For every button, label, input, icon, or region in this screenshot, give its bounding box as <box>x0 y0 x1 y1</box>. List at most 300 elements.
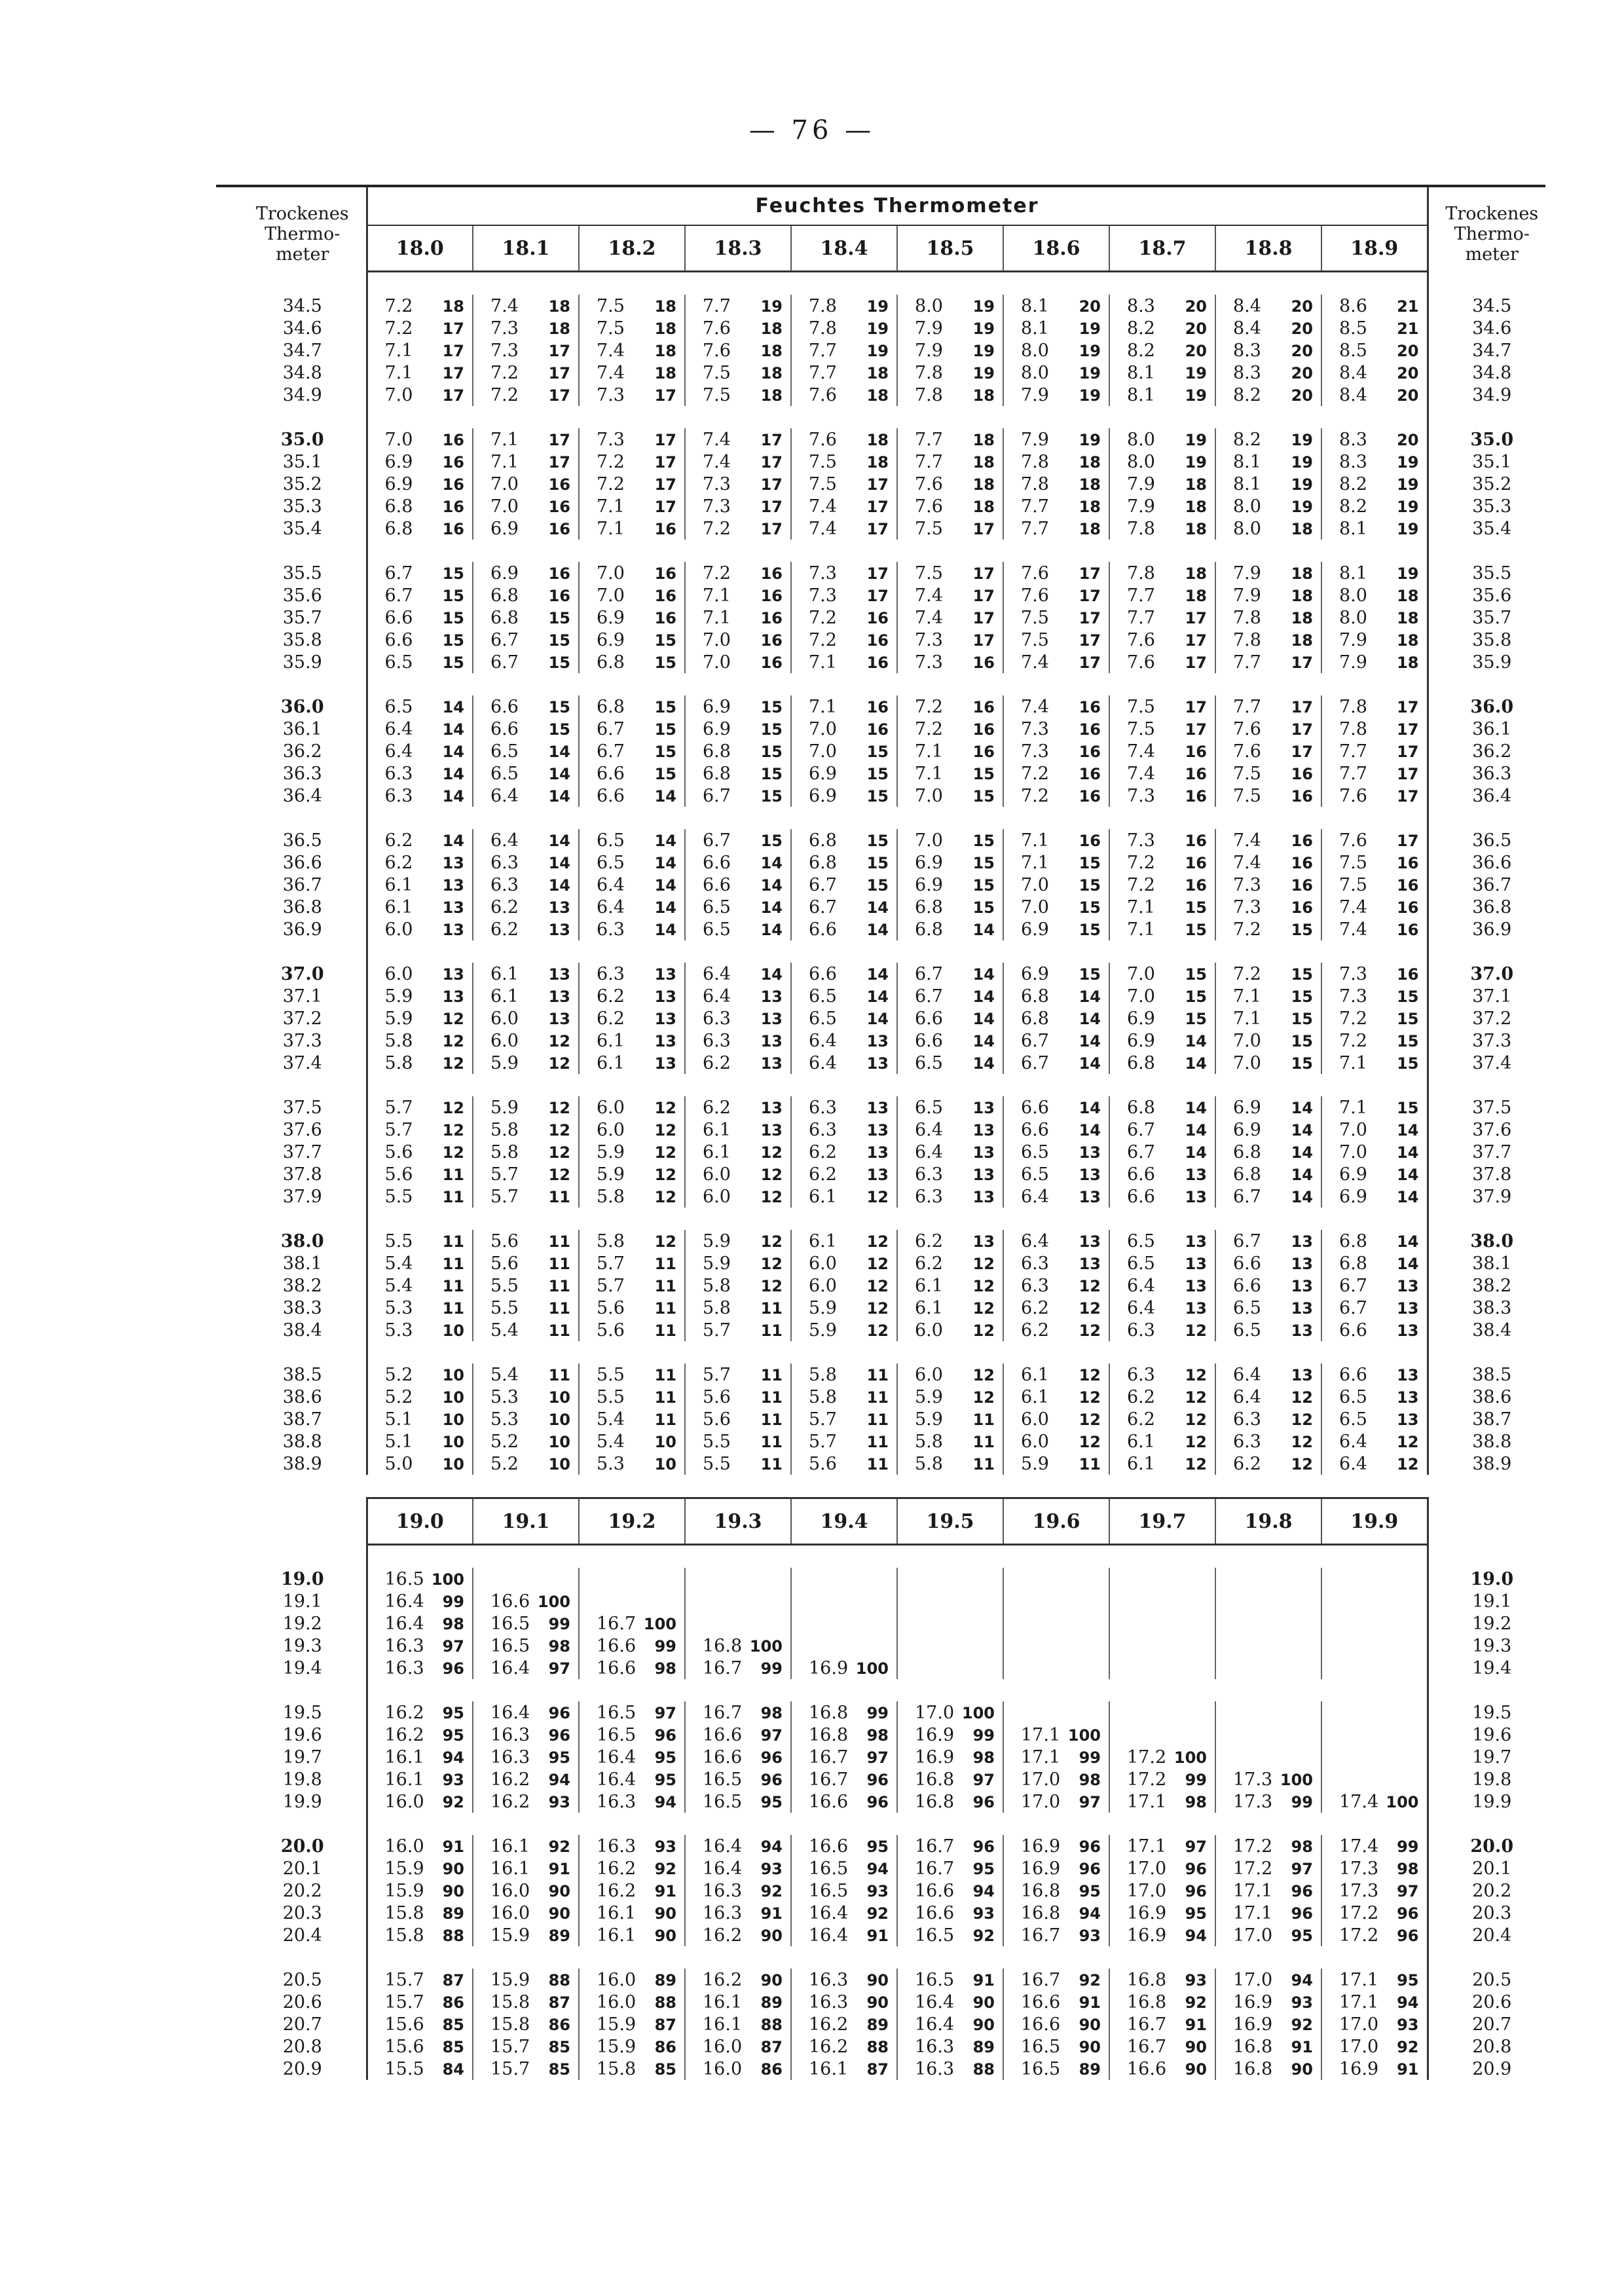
relative-humidity-value: 90 <box>866 1993 889 2012</box>
table-cell <box>897 985 1003 1007</box>
cell-pair <box>473 1747 578 1768</box>
relative-humidity-value: 16 <box>760 631 783 650</box>
vapor-pressure-value: 6.7 <box>703 830 731 851</box>
relative-humidity-value: 98 <box>654 1659 676 1678</box>
vapor-pressure-value: 7.3 <box>915 652 943 673</box>
table-cell <box>367 1363 473 1386</box>
dry-temp-right: 36.6 <box>1428 851 1555 874</box>
cell-pair <box>1004 1009 1109 1029</box>
table-cell <box>579 785 685 807</box>
cell-pair <box>1216 1164 1321 1185</box>
cell-pair <box>368 1098 473 1118</box>
vapor-pressure-value: 17.0 <box>915 1702 955 1723</box>
relative-humidity-value: 97 <box>972 1770 995 1789</box>
dry-temp-right: 37.1 <box>1428 985 1555 1007</box>
relative-humidity-value: 15 <box>1291 965 1313 984</box>
table-cell <box>1003 495 1109 517</box>
table-cell <box>1003 517 1109 540</box>
table-cell <box>579 1635 685 1657</box>
table-cell <box>1003 295 1109 317</box>
cell-pair <box>686 474 790 494</box>
table-row <box>239 985 1555 1007</box>
vapor-pressure-value: 16.6 <box>809 1791 849 1812</box>
table-cell <box>685 1230 791 1252</box>
vapor-pressure-value: 6.4 <box>1233 1364 1261 1385</box>
table-row <box>239 1163 1555 1185</box>
table-cell <box>473 1029 579 1052</box>
table-cell <box>367 695 473 718</box>
relative-humidity-value: 16 <box>1397 920 1419 939</box>
relative-humidity-value: 17 <box>760 475 783 494</box>
cell-pair <box>580 1298 684 1318</box>
vapor-pressure-value: 5.5 <box>703 1453 731 1474</box>
relative-humidity-value: 86 <box>654 2037 676 2056</box>
table-row <box>239 1879 1555 1902</box>
dry-temp-right: 38.4 <box>1428 1319 1555 1341</box>
cell-pair <box>368 1591 473 1612</box>
cell-pair <box>473 1298 578 1318</box>
relative-humidity-value: 16 <box>1185 831 1207 850</box>
cell-pair <box>686 1792 790 1812</box>
table-cell <box>685 1590 791 1612</box>
cell-pair <box>1004 1187 1109 1207</box>
vapor-pressure-value: 16.4 <box>703 1836 743 1857</box>
cell-pair <box>1322 608 1427 628</box>
table-cell <box>1321 562 1428 584</box>
relative-humidity-value: 12 <box>760 1165 783 1184</box>
vapor-pressure-value: 5.3 <box>384 1320 413 1341</box>
relative-humidity-value: 17 <box>760 497 783 516</box>
relative-humidity-value: 13 <box>654 1054 676 1073</box>
relative-humidity-value: 12 <box>972 1365 995 1384</box>
vapor-pressure-value: 7.5 <box>1339 852 1367 873</box>
relative-humidity-value: 18 <box>1291 608 1313 627</box>
relative-humidity-value: 19 <box>1185 430 1207 449</box>
vapor-pressure-value: 17.1 <box>1339 1991 1379 2012</box>
relative-humidity-value: 13 <box>442 853 464 872</box>
cell-pair <box>473 1009 578 1029</box>
cell-pair <box>1216 1253 1321 1274</box>
relative-humidity-value: 14 <box>1079 1009 1101 1028</box>
gap-cell <box>1215 272 1321 295</box>
table-cell <box>791 1185 897 1208</box>
vapor-pressure-value: 6.9 <box>809 785 837 806</box>
relative-humidity-value: 15 <box>866 742 889 761</box>
vapor-pressure-value: 6.7 <box>809 874 837 895</box>
relative-humidity-value: 12 <box>654 1165 676 1184</box>
gap-cell <box>367 406 473 428</box>
cell-pair <box>686 1658 790 1678</box>
table-cell <box>367 1141 473 1163</box>
vapor-pressure-value: 16.7 <box>915 1858 955 1879</box>
table-cell <box>1215 1274 1321 1297</box>
table-cell <box>897 1590 1003 1612</box>
table-cell <box>897 1453 1003 1475</box>
table-cell <box>1215 1746 1321 1768</box>
relative-humidity-value: 15 <box>972 787 995 805</box>
vapor-pressure-value: 6.6 <box>597 763 625 784</box>
table-cell <box>685 1969 791 1991</box>
cell-pair <box>1216 496 1321 517</box>
vapor-pressure-value: 6.3 <box>703 1008 731 1029</box>
vapor-pressure-value: 16.8 <box>1233 2036 1273 2057</box>
vapor-pressure-value: 5.9 <box>809 1297 837 1318</box>
cell-pair <box>368 919 473 940</box>
vapor-pressure-value: 17.0 <box>1127 1880 1167 1901</box>
vapor-pressure-value: 7.6 <box>915 496 943 517</box>
cell-pair <box>1216 1925 1321 1946</box>
vapor-pressure-value: 7.3 <box>1127 830 1155 851</box>
table-cell <box>473 1119 579 1141</box>
vapor-pressure-value: 6.6 <box>490 718 519 739</box>
table-cell <box>1321 1408 1428 1430</box>
table-cell <box>791 896 897 918</box>
table-cell <box>473 1052 579 1074</box>
table-cell <box>1003 2013 1109 2035</box>
table-cell <box>1003 1230 1109 1252</box>
relative-humidity-value: 90 <box>442 1881 464 1900</box>
wet-column-header: 19.2 <box>579 1498 685 1545</box>
table-cell <box>473 2013 579 2035</box>
relative-humidity-value: 95 <box>1397 1971 1419 1990</box>
gap-cell <box>1321 1074 1428 1096</box>
vapor-pressure-value: 16.7 <box>703 1702 743 1723</box>
vapor-pressure-value: 16.6 <box>1021 2014 1061 2035</box>
vapor-pressure-value: 6.9 <box>490 563 519 583</box>
table-cell <box>897 1790 1003 1813</box>
gap-cell <box>1003 1545 1109 1568</box>
relative-humidity-value: 18 <box>1291 519 1313 538</box>
table-cell <box>1321 762 1428 785</box>
cell-pair <box>1110 452 1215 472</box>
cell-pair <box>1216 318 1321 339</box>
table-cell <box>1109 1230 1215 1252</box>
cell-pair <box>686 1409 790 1430</box>
cell-pair <box>473 496 578 517</box>
relative-humidity-value: 20 <box>1291 341 1313 360</box>
vapor-pressure-value: 7.7 <box>1233 696 1261 717</box>
dry-temp-left: 37.3 <box>239 1029 367 1052</box>
gap-cell <box>1215 406 1321 428</box>
cell-pair <box>686 1836 790 1857</box>
vapor-pressure-value: 7.2 <box>1339 1008 1367 1029</box>
table-cell <box>367 1879 473 1902</box>
table-cell <box>367 1453 473 1475</box>
cell-pair <box>792 919 896 940</box>
relative-humidity-value: 93 <box>972 1904 995 1923</box>
vapor-pressure-value: 6.8 <box>809 830 837 851</box>
cell-pair <box>580 786 684 806</box>
relative-humidity-value: 15 <box>548 720 570 739</box>
table-cell <box>685 1746 791 1768</box>
vapor-pressure-value: 16.9 <box>1021 1858 1061 1879</box>
relative-humidity-value: 95 <box>972 1859 995 1878</box>
table-cell <box>579 451 685 473</box>
table-row <box>239 1790 1555 1813</box>
vapor-pressure-value: 6.9 <box>703 718 731 739</box>
relative-humidity-value: 19 <box>866 319 889 338</box>
relative-humidity-value: 14 <box>654 787 676 805</box>
table-cell <box>579 1612 685 1635</box>
vapor-pressure-value: 17.2 <box>1339 1902 1379 1923</box>
relative-humidity-value: 86 <box>760 2060 783 2079</box>
relative-humidity-value: 95 <box>548 1748 570 1767</box>
cell-pair <box>1110 519 1215 539</box>
relative-humidity-value: 14 <box>1291 1165 1313 1184</box>
wet-column-header: 19.6 <box>1003 1498 1109 1545</box>
relative-humidity-value: 17 <box>1079 608 1101 627</box>
vapor-pressure-value: 8.0 <box>1021 362 1049 383</box>
vapor-pressure-value: 6.7 <box>384 585 413 606</box>
cell-pair <box>1322 430 1427 450</box>
relative-humidity-value: 14 <box>972 1031 995 1050</box>
relative-humidity-value: 13 <box>972 1165 995 1184</box>
table-cell <box>791 384 897 406</box>
vapor-pressure-value: 16.6 <box>915 1880 955 1901</box>
relative-humidity-value: 16 <box>866 608 889 627</box>
table-cell <box>1109 1252 1215 1274</box>
cell-pair <box>1216 1320 1321 1341</box>
dry-temp-right: 35.7 <box>1428 606 1555 629</box>
relative-humidity-value: 11 <box>442 1165 464 1184</box>
cell-pair <box>1110 1992 1215 2012</box>
table-cell <box>897 896 1003 918</box>
relative-humidity-value: 16 <box>442 430 464 449</box>
relative-humidity-value: 88 <box>548 1971 570 1990</box>
relative-humidity-value: 16 <box>866 697 889 716</box>
vapor-pressure-value: 16.7 <box>915 1836 955 1857</box>
cell-pair <box>792 452 896 472</box>
table-cell <box>791 1386 897 1408</box>
cell-pair <box>686 608 790 628</box>
cell-pair <box>473 318 578 339</box>
table-cell <box>791 1319 897 1341</box>
table-cell <box>1321 1590 1428 1612</box>
vapor-pressure-value: 7.7 <box>1021 496 1049 517</box>
relative-humidity-value: 16 <box>1185 853 1207 872</box>
cell-pair <box>1216 1409 1321 1430</box>
table-cell <box>1321 896 1428 918</box>
table-cell <box>473 384 579 406</box>
relative-humidity-value: 94 <box>1291 1971 1313 1990</box>
dry-temp-right: 19.6 <box>1428 1724 1555 1746</box>
table-cell <box>897 1568 1003 1590</box>
relative-humidity-value: 15 <box>1291 987 1313 1006</box>
relative-humidity-value: 12 <box>1185 1321 1207 1340</box>
table-cell <box>897 317 1003 339</box>
cell-pair <box>1004 652 1109 673</box>
table-cell <box>579 896 685 918</box>
dry-temp-right: 36.1 <box>1428 718 1555 740</box>
table-cell <box>1215 1902 1321 1924</box>
relative-humidity-value: 99 <box>972 1726 995 1745</box>
table-cell <box>1003 1319 1109 1341</box>
relative-humidity-value: 12 <box>972 1254 995 1273</box>
relative-humidity-value: 15 <box>972 898 995 917</box>
vapor-pressure-value: 7.3 <box>1339 963 1367 984</box>
table-cell <box>473 1274 579 1297</box>
table-row <box>239 361 1555 384</box>
table-cell <box>1215 1612 1321 1635</box>
vapor-pressure-value: 8.1 <box>1021 295 1049 316</box>
gap-cell <box>1003 1074 1109 1096</box>
relative-humidity-value: 15 <box>866 831 889 850</box>
relative-humidity-value: 85 <box>654 2060 676 2079</box>
table-cell <box>473 629 579 651</box>
table-cell <box>1109 1119 1215 1141</box>
dry-temp-left: 34.7 <box>239 339 367 361</box>
cell-pair <box>898 1142 1003 1162</box>
table-row <box>239 1568 1555 1590</box>
cell-pair <box>686 697 790 717</box>
vapor-pressure-value: 6.3 <box>490 852 519 873</box>
table-cell <box>473 1991 579 2013</box>
cell-pair <box>1004 1903 1109 1923</box>
cell-pair <box>368 1409 473 1430</box>
vapor-pressure-value: 7.6 <box>1233 718 1261 739</box>
relative-humidity-value: 13 <box>866 1031 889 1050</box>
cell-pair <box>1322 1253 1427 1274</box>
cell-pair <box>686 1432 790 1452</box>
relative-humidity-value: 99 <box>1291 1792 1313 1811</box>
table-row <box>239 1029 1555 1052</box>
relative-humidity-value: 92 <box>1185 1993 1207 2012</box>
relative-humidity-value: 97 <box>1291 1859 1313 1878</box>
table-cell <box>1003 829 1109 851</box>
gap-cell <box>579 1341 685 1363</box>
relative-humidity-value: 17 <box>442 363 464 382</box>
table-cell <box>1003 1902 1109 1924</box>
cell-pair <box>1110 1120 1215 1140</box>
relative-humidity-value: 89 <box>760 1993 783 2012</box>
vapor-pressure-value: 7.1 <box>915 763 943 784</box>
vapor-pressure-value: 5.1 <box>384 1431 413 1452</box>
vapor-pressure-value: 16.4 <box>597 1769 637 1790</box>
table-cell <box>1215 785 1321 807</box>
vapor-pressure-value: 5.5 <box>597 1386 625 1407</box>
vapor-pressure-value: 6.1 <box>809 1186 837 1207</box>
dry-temp-left: 20.3 <box>239 1902 367 1924</box>
cell-pair <box>1216 630 1321 650</box>
vapor-pressure-value: 6.7 <box>597 718 625 739</box>
vapor-pressure-value: 7.8 <box>1233 629 1261 650</box>
cell-pair <box>1110 2014 1215 2035</box>
relative-humidity-value: 96 <box>548 1726 570 1745</box>
vapor-pressure-value: 16.9 <box>1127 1925 1167 1946</box>
table-cell <box>367 651 473 673</box>
relative-humidity-value: 13 <box>442 920 464 939</box>
vapor-pressure-value: 5.4 <box>490 1320 519 1341</box>
cell-pair <box>1110 474 1215 494</box>
psychrometric-table <box>239 187 1555 2080</box>
table-cell <box>367 762 473 785</box>
cell-pair <box>686 853 790 873</box>
dry-temp-left: 35.8 <box>239 629 367 651</box>
vapor-pressure-value: 7.3 <box>1021 741 1049 762</box>
relative-humidity-value: 89 <box>866 2015 889 2034</box>
vapor-pressure-value: 5.8 <box>490 1119 519 1140</box>
vapor-pressure-value: 5.8 <box>384 1052 413 1073</box>
cell-pair <box>1322 1992 1427 2012</box>
cell-pair <box>792 897 896 917</box>
vapor-pressure-value: 7.7 <box>1339 741 1367 762</box>
vapor-pressure-value: 7.4 <box>1339 919 1367 940</box>
vapor-pressure-value: 6.1 <box>1127 1453 1155 1474</box>
cell-pair <box>1110 1881 1215 1901</box>
vapor-pressure-value: 5.7 <box>597 1253 625 1274</box>
vapor-pressure-value: 7.4 <box>490 295 519 316</box>
dry-temp-right: 20.1 <box>1428 1857 1555 1879</box>
cell-pair <box>898 1432 1003 1452</box>
vapor-pressure-value: 6.2 <box>1021 1297 1049 1318</box>
table-cell <box>897 1274 1003 1297</box>
vapor-pressure-value: 7.2 <box>1339 1030 1367 1051</box>
table-cell <box>791 2058 897 2080</box>
cell-pair <box>473 1769 578 1790</box>
dry-temp-left: 36.9 <box>239 918 367 940</box>
vapor-pressure-value: 7.2 <box>1233 963 1261 984</box>
relative-humidity-value: 17 <box>1185 608 1207 627</box>
relative-humidity-value: 12 <box>866 1299 889 1318</box>
table-cell <box>897 428 1003 451</box>
relative-humidity-value: 96 <box>1291 1904 1313 1923</box>
relative-humidity-value: 11 <box>972 1432 995 1451</box>
cell-pair <box>1216 853 1321 873</box>
table-cell <box>473 317 579 339</box>
cell-pair <box>686 430 790 450</box>
cell-pair <box>1322 1454 1427 1474</box>
cell-pair <box>1004 2037 1109 2057</box>
dry-temp-right: 20.0 <box>1428 1835 1555 1857</box>
vapor-pressure-value: 8.2 <box>1339 496 1367 517</box>
cell-pair <box>473 1120 578 1140</box>
vapor-pressure-value: 16.7 <box>1021 1925 1061 1946</box>
table-cell <box>579 1141 685 1163</box>
vapor-pressure-value: 7.2 <box>703 563 731 583</box>
table-cell <box>473 1924 579 1946</box>
vapor-pressure-value: 5.7 <box>490 1164 519 1185</box>
group-gap <box>239 1074 1555 1096</box>
table-cell <box>1215 874 1321 896</box>
cell-pair <box>1216 1365 1321 1385</box>
relative-humidity-value: 11 <box>866 1388 889 1407</box>
relative-humidity-value: 15 <box>866 853 889 872</box>
table-cell <box>1321 428 1428 451</box>
table-cell <box>791 1163 897 1185</box>
vapor-pressure-value: 8.0 <box>1233 496 1261 517</box>
vapor-pressure-value: 16.8 <box>1021 1902 1061 1923</box>
table-cell <box>1215 1029 1321 1052</box>
table-cell <box>473 1969 579 1991</box>
relative-humidity-value: 18 <box>972 497 995 516</box>
table-cell <box>1003 985 1109 1007</box>
wet-column-header: 18.8 <box>1215 225 1321 272</box>
cell-pair <box>1322 1276 1427 1296</box>
cell-pair <box>1004 630 1109 650</box>
relative-humidity-value: 13 <box>760 1009 783 1028</box>
table-cell <box>897 1319 1003 1341</box>
table-cell <box>685 1857 791 1879</box>
vapor-pressure-value: 16.3 <box>703 1880 743 1901</box>
vapor-pressure-value: 16.4 <box>703 1858 743 1879</box>
dry-temp-right: 19.0 <box>1428 1568 1555 1590</box>
vapor-pressure-value: 16.9 <box>1127 1902 1167 1923</box>
table-cell <box>897 651 1003 673</box>
cell-pair <box>1216 1992 1321 2012</box>
vapor-pressure-value: 17.4 <box>1339 1791 1379 1812</box>
dry-temp-right: 37.4 <box>1428 1052 1555 1074</box>
cell-pair <box>580 341 684 361</box>
